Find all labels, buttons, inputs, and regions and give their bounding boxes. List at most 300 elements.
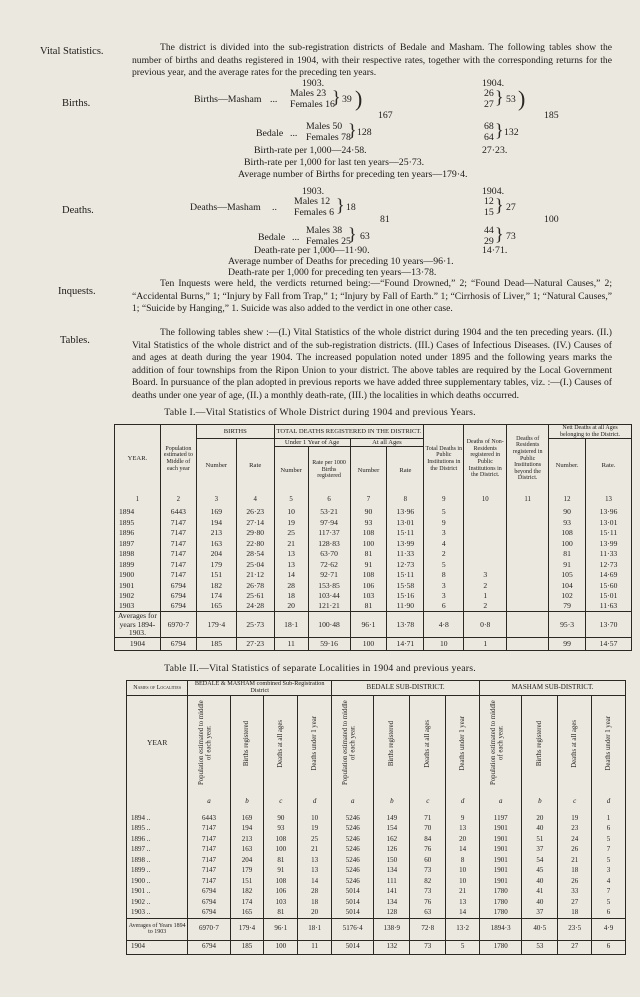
t1-header-allages: At all Ages: [350, 439, 424, 447]
t2-header-cell: [332, 695, 374, 791]
t1-cell: 13·96: [387, 507, 424, 518]
t2-cell: 111: [374, 876, 410, 887]
t2-cell: 27: [558, 897, 592, 908]
t2-cell: 141: [374, 887, 410, 898]
t2-cell: 10: [446, 876, 480, 887]
t1-cell: 108: [549, 528, 586, 539]
brace: }: [495, 87, 504, 107]
t1-body: [115, 507, 632, 612]
t1-cell: [507, 507, 549, 518]
t2-data-row: [127, 845, 626, 856]
t1-cell: [507, 559, 549, 570]
t1-cell: [507, 549, 549, 560]
t1-cell: 21: [274, 538, 308, 549]
t2-cell: 204: [230, 855, 264, 866]
t1-header-year: YEAR.: [115, 425, 161, 493]
intro-paragraph: The district is divided into the sub-registration districts of Bedale and Masham. The following tables show the number of births and deaths registered in 1904, with their respective rates, together with the corresponding returns for the previous year, and the average rates for the preceding ten years.: [132, 42, 612, 78]
t1-cell: 27·23: [236, 638, 274, 651]
births-bedale-total: 128: [357, 127, 372, 138]
t2-cell: 1901: [480, 834, 522, 845]
t1-data-row: [115, 528, 632, 539]
t1-cell: 15·11: [387, 528, 424, 539]
t1-cell: 19: [274, 517, 308, 528]
t2-cell: 128: [374, 908, 410, 919]
t2-cell: 1896 ..: [127, 834, 188, 845]
t2-cell: 138·9: [374, 918, 410, 940]
ellipsis: ..: [272, 202, 277, 213]
deaths-bedale-males: Males 38: [306, 225, 343, 236]
t2-cell: 6: [592, 824, 626, 835]
t1-cell: 163: [196, 538, 236, 549]
t2-cell: 7: [592, 845, 626, 856]
deaths-masham-males: Males 12: [294, 196, 331, 207]
t2-header-bedale: BEDALE SUB-DISTRICT.: [332, 681, 480, 696]
t1-cell: 79: [549, 601, 586, 612]
t2-cell: 24: [558, 834, 592, 845]
t1-cell: 13·96: [586, 507, 632, 518]
t2-cell: 13: [298, 855, 332, 866]
t1-cell: 95·3: [549, 612, 586, 638]
t2-cell: 5176·4: [332, 918, 374, 940]
t1-colnum: 4: [236, 493, 274, 507]
t1-cell: 10: [274, 507, 308, 518]
t2-cell: 1903 ..: [127, 908, 188, 919]
t1-cell: 6794: [160, 601, 196, 612]
t1-cell: 1901: [115, 580, 161, 591]
t1-cell: 72·62: [308, 559, 350, 570]
t2-cell: 13: [298, 866, 332, 877]
t2-cell: 1780: [480, 908, 522, 919]
t1-header-public: Total Deaths in Public Institutions in the District: [424, 425, 464, 493]
t1-cell: 5: [424, 507, 464, 518]
margin-births: Births.: [62, 98, 91, 109]
t1-cell: 179·4: [196, 612, 236, 638]
t1-cell: 25·73: [236, 612, 274, 638]
t1-cell: 97·94: [308, 517, 350, 528]
t2-data-row: [127, 855, 626, 866]
t2-cell: 18·1: [298, 918, 332, 940]
t1-cell: 100: [350, 538, 387, 549]
t1-cell: [507, 538, 549, 549]
brace: }: [336, 195, 345, 215]
t1-cell: [507, 601, 549, 612]
t1-cell: [507, 517, 549, 528]
t1-cell: 165: [196, 601, 236, 612]
ellipsis: ...: [270, 94, 278, 105]
t2-cell: 179·4: [230, 918, 264, 940]
t2-averages-row: [127, 918, 626, 940]
t2-cell: 6794: [188, 940, 230, 954]
t2-cell: 40·5: [522, 918, 558, 940]
t1-cell: 11·33: [387, 549, 424, 560]
t2-letter: c: [264, 791, 298, 813]
t2-cell: 1901: [480, 855, 522, 866]
t2-cell: 1894·3: [480, 918, 522, 940]
t2-cell: 7147: [188, 866, 230, 877]
t2-1904-row: [127, 940, 626, 954]
t2-cell: 76: [410, 897, 446, 908]
t2-cell: 6794: [188, 897, 230, 908]
deaths-bedale-1904-males: 44: [484, 225, 494, 236]
t2-cell: 1897 ..: [127, 845, 188, 856]
t2-cell: 33: [558, 887, 592, 898]
t1-header-under1: Under 1 Year of Age: [274, 439, 350, 447]
t2-header-cell: [188, 695, 230, 791]
t2-cell: 13: [446, 824, 480, 835]
t1-cell: 27·14: [236, 517, 274, 528]
t2-cell: 26: [558, 876, 592, 887]
t2-cell: 1780: [480, 887, 522, 898]
t1-header-all-rate: Rate: [387, 447, 424, 493]
t1-cell: 22·80: [236, 538, 274, 549]
t2-cell: 108: [264, 876, 298, 887]
brace: }: [495, 120, 504, 140]
births-rate-1903: Birth-rate per 1,000—24·58.: [254, 145, 367, 156]
t2-cell: 1894 ..: [127, 813, 188, 824]
t1-colnum: 2: [160, 493, 196, 507]
t1-cell: 7147: [160, 528, 196, 539]
t1-cell: 59·16: [308, 638, 350, 651]
t1-cell: 6: [424, 601, 464, 612]
t2-cell: 21: [446, 887, 480, 898]
t1-cell: 7147: [160, 570, 196, 581]
t2-cell: 18: [558, 866, 592, 877]
t1-header-u1-number: Number: [274, 447, 308, 493]
t2-cell: 91: [264, 866, 298, 877]
table1: [114, 424, 632, 651]
deaths-masham-1904-total: 27: [506, 202, 516, 213]
t2-cell: 103: [264, 897, 298, 908]
t1-colnum: 6: [308, 493, 350, 507]
deaths-masham-1904-females: 15: [484, 207, 494, 218]
t1-cell: 53·21: [308, 507, 350, 518]
deaths-bedale-females: Females 25: [306, 236, 351, 247]
t2-cell: 100: [264, 845, 298, 856]
t2-cell: 5: [592, 834, 626, 845]
t2-cell: 41: [522, 887, 558, 898]
t1-header-u1-rate: Rate per 1000 Births registered: [308, 447, 350, 493]
t2-cell: 93: [264, 824, 298, 835]
t1-cell: 96·1: [350, 612, 387, 638]
t2-cell: 162: [374, 834, 410, 845]
t2-cell: 1: [592, 813, 626, 824]
t1-cell: 14·57: [586, 638, 632, 651]
t2-cell: 163: [230, 845, 264, 856]
t2-cell: 185: [230, 940, 264, 954]
t1-data-row: [115, 538, 632, 549]
t2-header-deaths-all: Deaths at all ages: [277, 719, 285, 768]
t2-header-bedale-masham: BEDALE & MASHAM combined Sub-Registration District: [188, 681, 332, 696]
t1-cell: 9: [424, 517, 464, 528]
t1-colnum: 9: [424, 493, 464, 507]
t2-header-deaths-all: Deaths at all ages: [570, 719, 578, 768]
t2-cell: 20: [522, 813, 558, 824]
t2-cell: 154: [374, 824, 410, 835]
t1-cell: 6794: [160, 638, 196, 651]
t2-cell: 18: [558, 908, 592, 919]
t2-cell: 106: [264, 887, 298, 898]
t2-cell: 7147: [188, 834, 230, 845]
t1-cell: 90: [350, 507, 387, 518]
t2-cell: 40: [522, 824, 558, 835]
t1-cell: 104: [549, 580, 586, 591]
t1-cell: 106: [350, 580, 387, 591]
t2-cell: 63: [410, 908, 446, 919]
t2-cell: 151: [230, 876, 264, 887]
t2-cell: 1904: [127, 940, 188, 954]
births-bedale-1904-females: 64: [484, 132, 494, 143]
t1-cell: 1897: [115, 538, 161, 549]
births-bedale-1904-total: 132: [504, 127, 519, 138]
births-rate-last10: Birth-rate per 1,000 for last ten years—25·73.: [244, 157, 425, 168]
t2-cell: 5: [592, 897, 626, 908]
t1-cell: 2: [464, 580, 507, 591]
t2-cell: 5014: [332, 940, 374, 954]
margin-inquests: Inquests.: [58, 286, 96, 297]
t2-header-names: Names of Localities: [127, 681, 188, 696]
t1-cell: 14: [274, 570, 308, 581]
t2-letter: d: [298, 791, 332, 813]
t1-cell: 194: [196, 517, 236, 528]
t1-cell: [464, 538, 507, 549]
t2-header-cell: [264, 695, 298, 791]
t1-cell: 128·83: [308, 538, 350, 549]
t2-cell: 5246: [332, 824, 374, 835]
deaths-masham-label: Deaths—Masham: [190, 202, 261, 213]
t2-letter: c: [410, 791, 446, 813]
brace: }: [332, 87, 341, 107]
t1-cell: 3: [424, 528, 464, 539]
t2-cell: 5014: [332, 897, 374, 908]
t2-cell: 11: [298, 940, 332, 954]
t1-cell: 3: [424, 591, 464, 602]
t1-cell: 26·78: [236, 580, 274, 591]
t1-colnum: 7: [350, 493, 387, 507]
margin-deaths: Deaths.: [62, 205, 94, 216]
t2-cell: 6794: [188, 908, 230, 919]
t2-cell: 73: [410, 940, 446, 954]
t1-cell: 28·54: [236, 549, 274, 560]
t1-header-total-deaths: TOTAL DEATHS REGISTERED IN THE DISTRICT.: [274, 425, 424, 439]
t2-cell: 5246: [332, 876, 374, 887]
births-sum-1904: 185: [544, 110, 559, 121]
t1-cell: 25: [274, 528, 308, 539]
t2-data-row: [127, 897, 626, 908]
t1-header-population: Population estimated to Middle of each year: [160, 425, 196, 493]
t2-cell: 71: [410, 813, 446, 824]
t1-cell: 18: [274, 591, 308, 602]
t1-cell: 14·69: [586, 570, 632, 581]
t2-cell: 13·2: [446, 918, 480, 940]
t1-header-nett-number: Number.: [549, 439, 586, 493]
t2-cell: 40: [522, 897, 558, 908]
births-bedale-females: Females 78: [306, 132, 351, 143]
t1-cell: 91: [549, 559, 586, 570]
t2-cell: 23·5: [558, 918, 592, 940]
t1-cell: [464, 559, 507, 570]
t2-cell: 90: [264, 813, 298, 824]
t2-cell: 7: [592, 887, 626, 898]
t2-letter: b: [522, 791, 558, 813]
t2-header-births: Births registered: [536, 720, 544, 766]
deaths-average: Average number of Deaths for preceding 10 years—96·1.: [228, 256, 454, 267]
t2-data-row: [127, 824, 626, 835]
t1-cell: 6970·7: [160, 612, 196, 638]
t2-header-deaths-u1: Deaths under 1 year: [604, 716, 612, 771]
t2-cell: 76: [410, 845, 446, 856]
t1-cell: 91: [350, 559, 387, 570]
t2-cell: 1901 ..: [127, 887, 188, 898]
t2-cell: 60: [410, 855, 446, 866]
births-masham-1904-males: 26: [484, 88, 494, 99]
t2-header-cell: [410, 695, 446, 791]
t2-cell: 6794: [188, 887, 230, 898]
t1-cell: 100·48: [308, 612, 350, 638]
t1-cell: 3: [464, 570, 507, 581]
births-year-1903: 1903.: [302, 78, 325, 89]
t1-header-all-number: Number: [350, 447, 387, 493]
births-masham-1904-females: 27: [484, 99, 494, 110]
t2-header-cell: [230, 695, 264, 791]
brace: }: [348, 224, 357, 244]
brace: }: [495, 195, 504, 215]
t2-cell: 5246: [332, 855, 374, 866]
t1-cell: 151: [196, 570, 236, 581]
t2-cell: 14: [446, 908, 480, 919]
t2-cell: 7147: [188, 845, 230, 856]
t2-cell: 5014: [332, 887, 374, 898]
margin-vital-statistics: Vital Statistics.: [40, 46, 104, 57]
t2-cell: 5246: [332, 866, 374, 877]
t2-cell: 4·9: [592, 918, 626, 940]
t1-cell: 105: [549, 570, 586, 581]
t2-cell: 14: [446, 845, 480, 856]
t2-cell: 1898 ..: [127, 855, 188, 866]
deaths-bedale-1904-total: 73: [506, 231, 516, 242]
t1-cell: [464, 549, 507, 560]
t1-averages-row: [115, 612, 632, 638]
t2-cell: 37: [522, 845, 558, 856]
t1-cell: 179: [196, 559, 236, 570]
t2-cell: 7147: [188, 824, 230, 835]
deaths-bedale-label: Bedale: [258, 232, 286, 243]
t1-data-row: [115, 570, 632, 581]
t1-header-births-rate: Rate: [236, 439, 274, 493]
t1-cell: 1896: [115, 528, 161, 539]
t1-colnum: 12: [549, 493, 586, 507]
t1-cell: 1898: [115, 549, 161, 560]
table2-caption: Table II.—Vital Statistics of separate Localities in 1904 and previous years.: [164, 663, 476, 674]
t1-cell: 169: [196, 507, 236, 518]
t1-cell: 93: [350, 517, 387, 528]
t2-data-row: [127, 834, 626, 845]
t1-cell: 1: [464, 638, 507, 651]
table2: [126, 680, 626, 955]
t2-letter: a: [332, 791, 374, 813]
t1-cell: 204: [196, 549, 236, 560]
t2-header-cell: [592, 695, 626, 791]
t2-cell: 6970·7: [188, 918, 230, 940]
t1-cell: 11·33: [586, 549, 632, 560]
t2-cell: 14: [298, 876, 332, 887]
t1-header-residents: Deaths of Residents registered in Public Institutions beyond the District.: [507, 425, 549, 493]
t2-header-masham: MASHAM SUB-DISTRICT.: [480, 681, 626, 696]
t2-header-births: Births registered: [243, 720, 251, 766]
brace: }: [495, 224, 504, 244]
t2-data-row: [127, 887, 626, 898]
t2-letter: d: [592, 791, 626, 813]
t1-cell: 29·80: [236, 528, 274, 539]
t2-body: [127, 813, 626, 918]
t1-cell: 100: [549, 538, 586, 549]
t2-cell: 1197: [480, 813, 522, 824]
t1-colnum: 5: [274, 493, 308, 507]
t1-cell: 2: [424, 549, 464, 560]
t1-header-nett: Nett Deaths at all Ages belonging to the District.: [549, 425, 632, 439]
t2-header-births: Births registered: [388, 720, 396, 766]
births-masham-1904-total: 53: [506, 94, 516, 105]
t1-cell: 11·63: [586, 601, 632, 612]
t1-data-row: [115, 591, 632, 602]
births-bedale-males: Males 50: [306, 121, 343, 132]
t1-data-row: [115, 580, 632, 591]
t2-cell: 20: [446, 834, 480, 845]
t1-colnum: 11: [507, 493, 549, 507]
t2-cell: 1901: [480, 866, 522, 877]
t1-cell: 1900: [115, 570, 161, 581]
deaths-sum-1903: 81: [380, 214, 390, 225]
t1-cell: 185: [196, 638, 236, 651]
t1-colnum: 13: [586, 493, 632, 507]
t2-cell: 27: [558, 940, 592, 954]
t2-letter: c: [558, 791, 592, 813]
t1-cell: 6443: [160, 507, 196, 518]
t1-data-row: [115, 559, 632, 570]
t2-cell: 10: [298, 813, 332, 824]
t1-cell: 100: [350, 638, 387, 651]
t1-cell: 13: [274, 549, 308, 560]
t2-cell: 5: [592, 855, 626, 866]
t2-cell: 26: [558, 845, 592, 856]
t2-cell: 28: [298, 887, 332, 898]
births-average: Average number of Births for preceding ten years—179·4.: [238, 169, 468, 180]
t1-data-row: [115, 507, 632, 518]
t1-cell: [464, 528, 507, 539]
t1-colnum: 3: [196, 493, 236, 507]
t1-colnum: 10: [464, 493, 507, 507]
t2-data-row: [127, 813, 626, 824]
t2-cell: 179: [230, 866, 264, 877]
births-rate-1904: 27·23.: [482, 145, 508, 156]
t2-cell: 1902 ..: [127, 897, 188, 908]
t1-avg-label: Averages for years 1894-1903.: [115, 612, 161, 638]
t1-cell: 1895: [115, 517, 161, 528]
t2-cell: 21: [298, 845, 332, 856]
t2-header-cell: [558, 695, 592, 791]
t1-cell: 25·61: [236, 591, 274, 602]
t1-cell: 103: [350, 591, 387, 602]
t2-header-population: Population estimated to middle of each year.: [197, 701, 213, 786]
t1-cell: 13·99: [586, 538, 632, 549]
t2-cell: 72·8: [410, 918, 446, 940]
t1-cell: 121·21: [308, 601, 350, 612]
t2-cell: 19: [558, 813, 592, 824]
t1-cell: 10: [424, 638, 464, 651]
t2-cell: 1899 ..: [127, 866, 188, 877]
t1-cell: 81: [350, 549, 387, 560]
t2-cell: 100: [264, 940, 298, 954]
t1-cell: 13: [274, 559, 308, 570]
